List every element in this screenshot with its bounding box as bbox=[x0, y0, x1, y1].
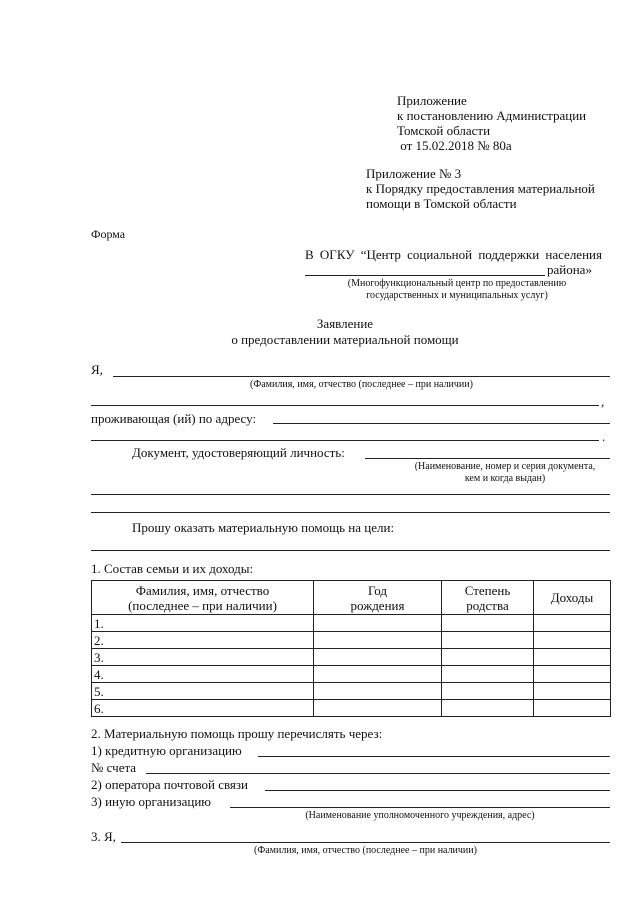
table-row bbox=[92, 632, 611, 649]
section-3-name-line[interactable] bbox=[121, 842, 610, 843]
purpose-label: Прошу оказать материальную помощь на цели: bbox=[132, 520, 395, 535]
table-cell[interactable] bbox=[442, 649, 534, 666]
table-row bbox=[92, 700, 611, 717]
table-cell[interactable] bbox=[534, 700, 611, 717]
attachment-2-line-2: к Порядку предоставления материальной bbox=[366, 181, 595, 196]
row-number[interactable]: 6. bbox=[92, 700, 314, 717]
section-1-title: 1. Состав семьи и их доходы: bbox=[91, 561, 254, 576]
other-organization-label: 3) иную организацию bbox=[91, 794, 212, 809]
table-cell[interactable] bbox=[442, 683, 534, 700]
purpose-line[interactable] bbox=[91, 550, 610, 551]
table-cell[interactable] bbox=[314, 615, 442, 632]
address-period: . bbox=[602, 429, 606, 444]
attachment-2-line-3: помощи в Томской области bbox=[366, 196, 517, 211]
row-number[interactable]: 2. bbox=[92, 632, 314, 649]
table-cell[interactable] bbox=[314, 700, 442, 717]
table-cell[interactable] bbox=[534, 683, 611, 700]
table-cell[interactable] bbox=[442, 666, 534, 683]
addressee-note-1: (Многофункциональный центр по предоставлению bbox=[347, 278, 567, 289]
account-number-label: № счета bbox=[91, 760, 137, 775]
section-2-title: 2. Материальную помощь прошу перечислять через: bbox=[91, 726, 383, 741]
column-header-relationship: Степень родства bbox=[442, 581, 534, 615]
table-row bbox=[92, 666, 611, 683]
document-title: Заявление bbox=[316, 316, 374, 331]
postal-operator-line[interactable] bbox=[265, 790, 610, 791]
table-cell[interactable] bbox=[442, 700, 534, 717]
table-cell[interactable] bbox=[534, 666, 611, 683]
table-row bbox=[92, 615, 611, 632]
applicant-ya-label: Я, bbox=[91, 362, 103, 377]
attachment-1-line-2: к постановлению Администрации bbox=[397, 108, 587, 123]
family-table-header bbox=[92, 581, 611, 615]
table-row bbox=[92, 683, 611, 700]
identity-document-line-3[interactable] bbox=[91, 512, 610, 513]
section-3-name-hint: (Фамилия, имя, отчество (последнее – при наличии) bbox=[254, 845, 477, 856]
address-line-1[interactable] bbox=[273, 423, 610, 424]
identity-document-label: Документ, удостоверяющий личность: bbox=[132, 445, 345, 460]
credit-organization-label: 1) кредитную организацию bbox=[91, 743, 242, 758]
address-line-2[interactable] bbox=[91, 440, 599, 441]
table-cell[interactable] bbox=[314, 649, 442, 666]
table-cell[interactable] bbox=[534, 615, 611, 632]
applicant-name-line-2[interactable] bbox=[91, 405, 599, 406]
document-subtitle: о предоставлении материальной помощи bbox=[231, 332, 459, 347]
attachment-1-line-3: Томской области bbox=[397, 123, 491, 138]
applicant-name-hint: (Фамилия, имя, отчество (последнее – при наличии) bbox=[250, 379, 473, 390]
identity-document-line[interactable] bbox=[365, 458, 610, 459]
other-organization-hint: (Наименование уполномоченного учреждения, адрес) bbox=[305, 810, 535, 821]
table-cell[interactable] bbox=[314, 632, 442, 649]
attachment-1-line-4: от 15.02.2018 № 80а bbox=[397, 138, 512, 153]
form-label: Форма bbox=[91, 227, 126, 241]
column-header-birth-year: Год рождения bbox=[314, 581, 442, 615]
table-row bbox=[92, 649, 611, 666]
column-header-full-name: Фамилия, имя, отчество (последнее – при наличии) bbox=[92, 581, 314, 615]
attachment-1-line-1: Приложение bbox=[397, 93, 467, 108]
row-number[interactable]: 1. bbox=[92, 615, 314, 632]
account-number-line[interactable] bbox=[146, 773, 610, 774]
applicant-comma: , bbox=[601, 394, 605, 409]
other-organization-line[interactable] bbox=[230, 807, 610, 808]
addressee-note-2: государственных и муниципальных услуг) bbox=[366, 290, 548, 301]
table-cell[interactable] bbox=[314, 666, 442, 683]
table-cell[interactable] bbox=[314, 683, 442, 700]
attachment-2-line-1: Приложение № 3 bbox=[366, 166, 462, 181]
identity-document-hint-2: кем и когда выдан) bbox=[464, 473, 546, 484]
district-field-line[interactable] bbox=[305, 275, 545, 276]
credit-organization-line[interactable] bbox=[258, 756, 610, 757]
column-header-income: Доходы bbox=[534, 581, 611, 615]
address-label: проживающая (ий) по адресу: bbox=[91, 411, 257, 426]
addressee-line-2-suffix: района» bbox=[547, 262, 592, 277]
row-number[interactable]: 5. bbox=[92, 683, 314, 700]
identity-document-line-2[interactable] bbox=[91, 494, 610, 495]
table-cell[interactable] bbox=[534, 649, 611, 666]
row-number[interactable]: 4. bbox=[92, 666, 314, 683]
table-cell[interactable] bbox=[442, 615, 534, 632]
section-3-title: 3. Я, bbox=[91, 829, 116, 844]
identity-document-hint-1: (Наименование, номер и серия документа, bbox=[414, 461, 596, 472]
family-table bbox=[91, 580, 611, 717]
row-number[interactable]: 3. bbox=[92, 649, 314, 666]
table-cell[interactable] bbox=[442, 632, 534, 649]
table-cell[interactable] bbox=[534, 632, 611, 649]
applicant-name-line[interactable] bbox=[113, 376, 610, 377]
addressee-line-1: В ОГКУ “Центр социальной поддержки населения bbox=[305, 247, 602, 262]
postal-operator-label: 2) оператора почтовой связи bbox=[91, 777, 249, 792]
